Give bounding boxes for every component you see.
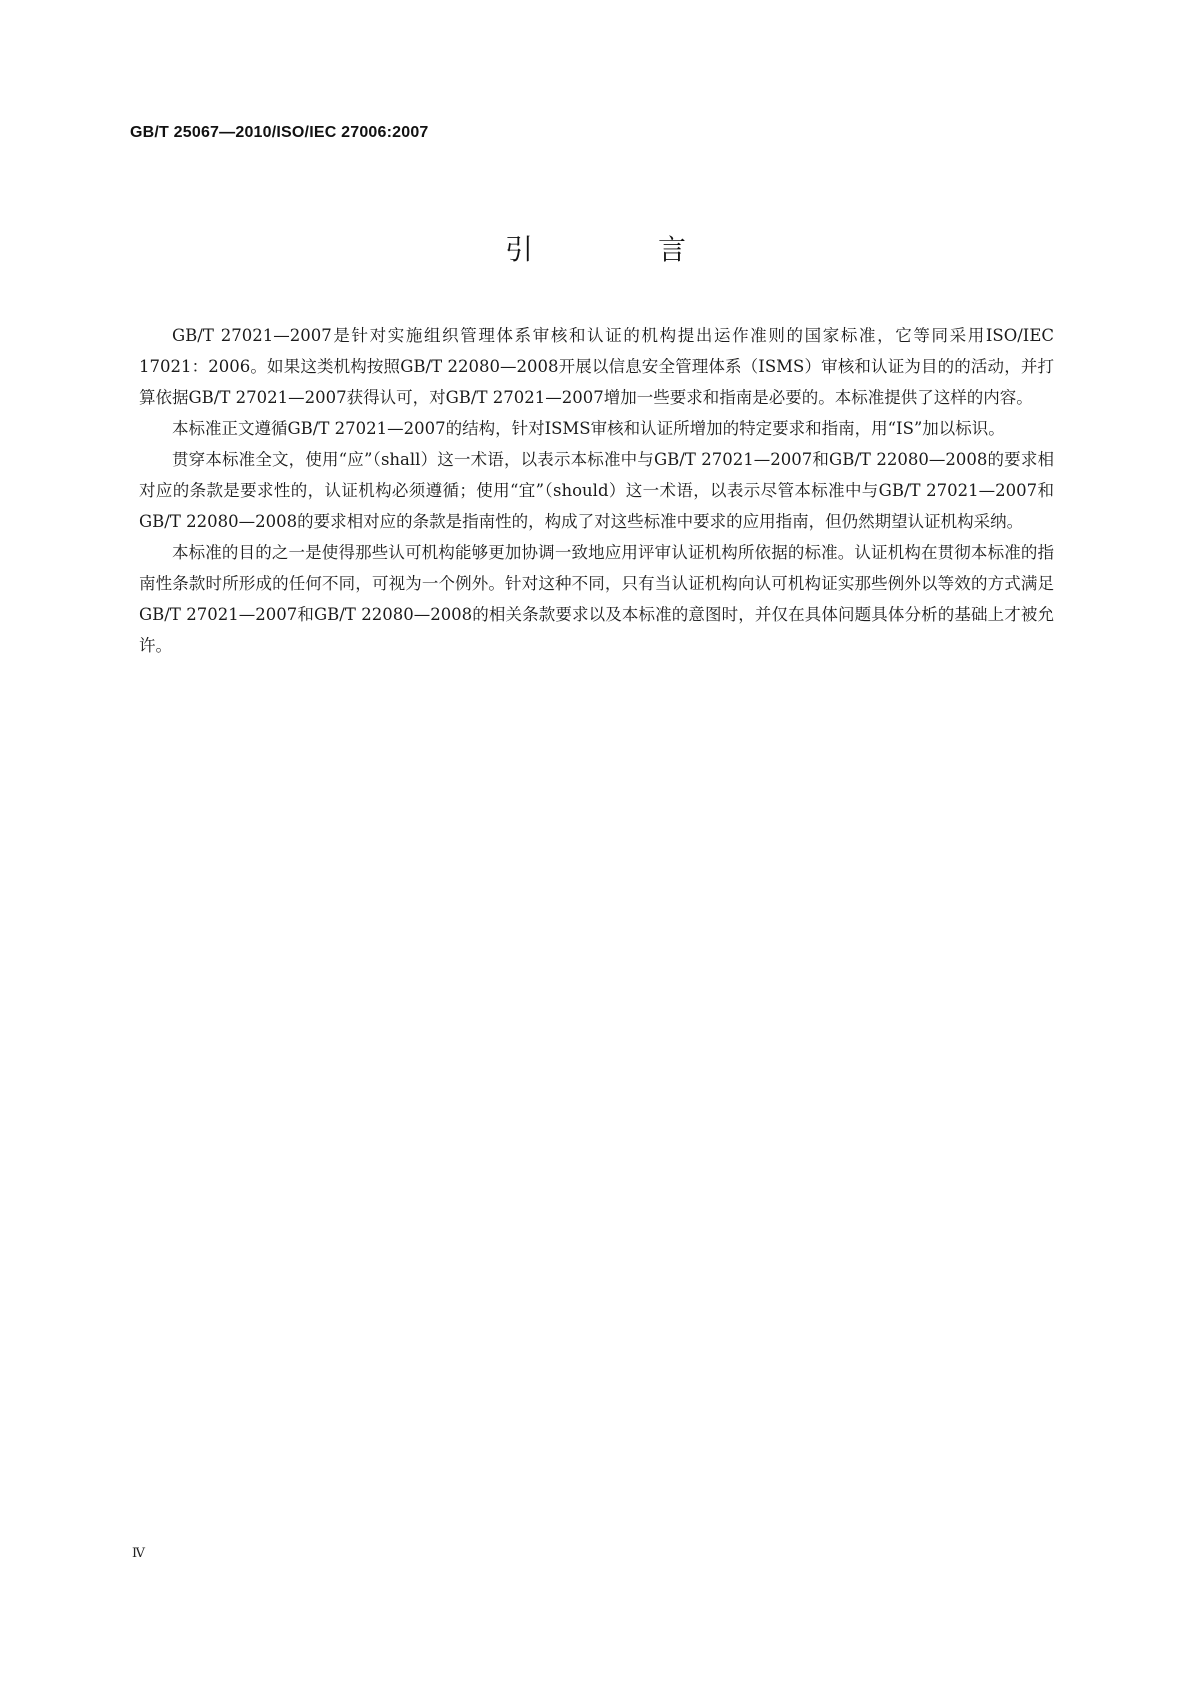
body-text — [139, 320, 1054, 661]
paragraph-3: 贯穿本标准全文，使用“应”（shall）这一术语，以表示本标准中与GB/T 27021—2007和GB/T 22080—2008的要求相对应的条款是要求性的，认证机构必须遵循；使用“宜”（should）这一术语，以表示尽管本标准中与GB/T 27021—2007和GB/T 22080—2008的要求相对应的条款是指南性的，构成了对这些标准中要求的应用指南，但仍然期望认证机构采纳。 — [139, 450, 1054, 531]
page-title: 引 言 — [505, 233, 744, 266]
standard-number-header: GB/T 25067—2010/ISO/IEC 27006:2007 — [130, 124, 429, 141]
paragraph-4: 本标准的目的之一是使得那些认可机构能够更加协调一致地应用评审认证机构所依据的标准。认证机构在贯彻本标准的指南性条款时所形成的任何不同，可视为一个例外。针对这种不同，只有当认证机构向认可机构证实那些例外以等效的方式满足GB/T 27021—2007和GB/T 22080—2008的相关条款要求以及本标准的意图时，并仅在具体问题具体分析的基础上才被允许。 — [139, 543, 1054, 655]
paragraph-1: GB/T 27021—2007是针对实施组织管理体系审核和认证的机构提出运作准则的国家标准，它等同采用ISO/IEC 17021：2006。如果这类机构按照GB/T 22080—2008开展以信息安全管理体系（ISMS）审核和认证为目的的活动，并打算依据GB/T 27021—2007获得认可，对GB/T 27021—2007增加一些要求和指南是必要的。本标准提供了这样的内容。 — [139, 326, 1054, 407]
paragraph-2: 本标准正文遵循GB/T 27021—2007的结构，针对ISMS审核和认证所增加的特定要求和指南，用“IS”加以标识。 — [172, 419, 1005, 438]
page-number: Ⅳ — [132, 1546, 145, 1561]
